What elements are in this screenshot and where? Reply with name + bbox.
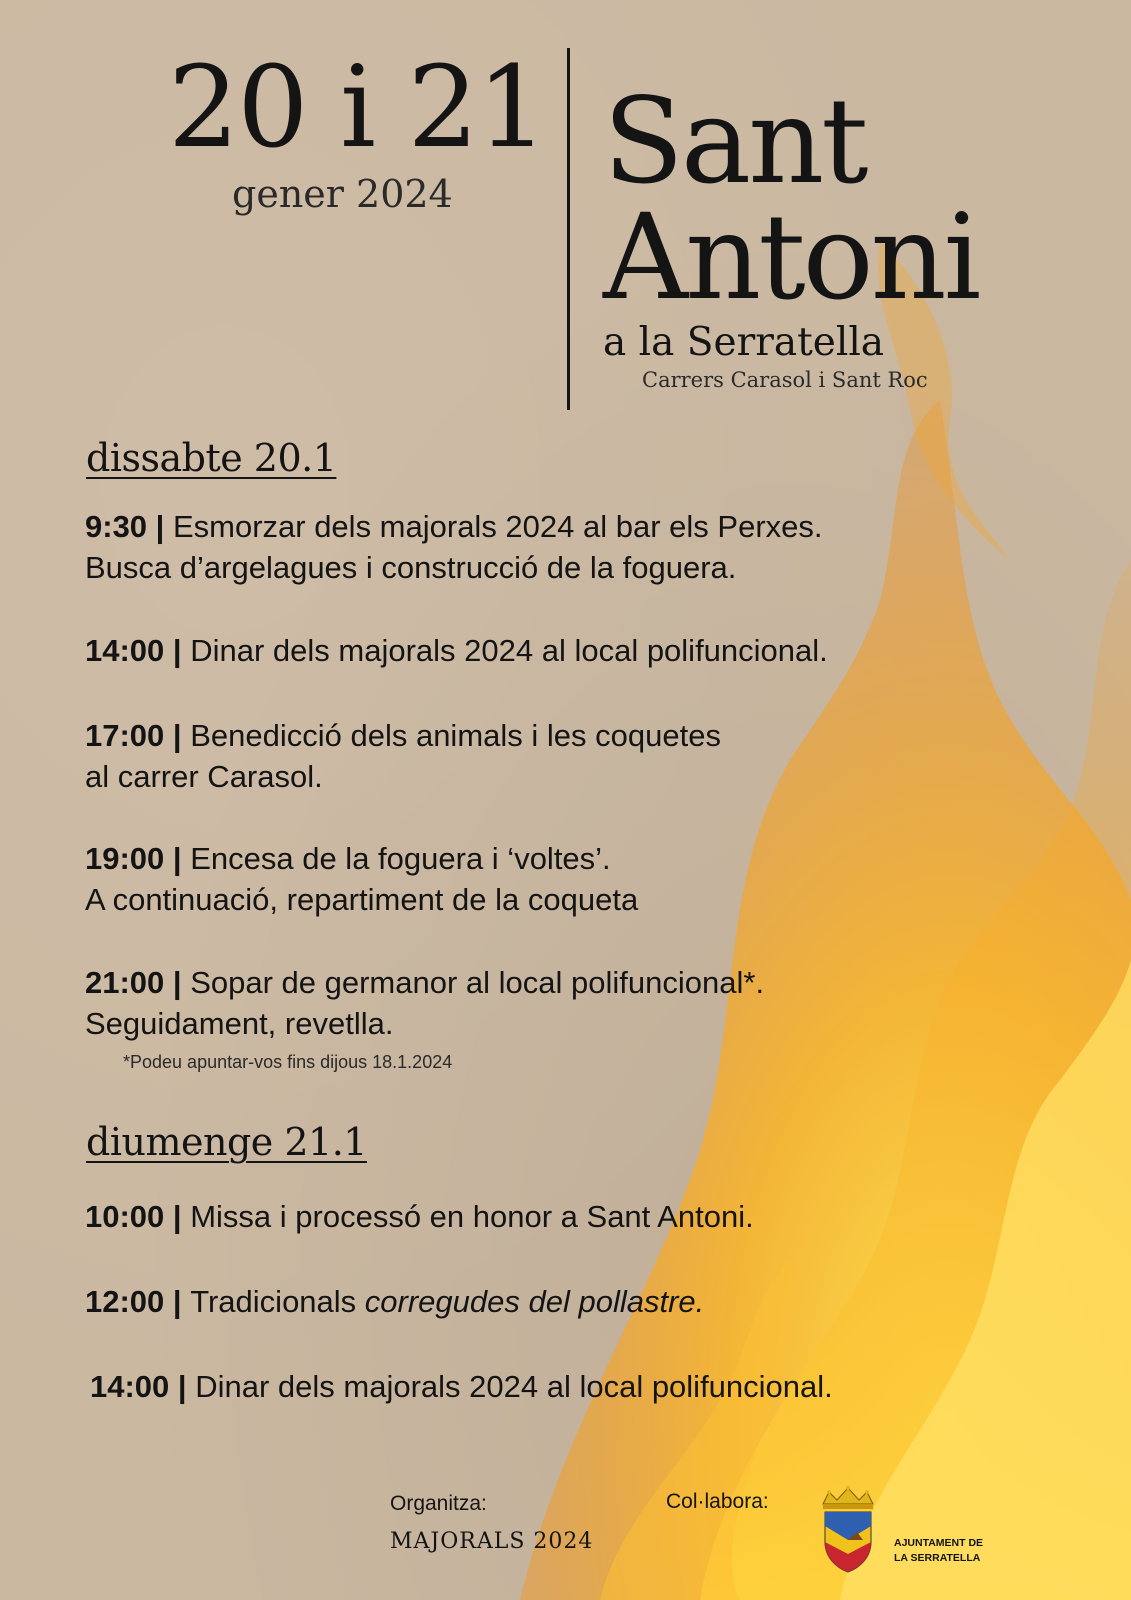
schedule-item: 10:00 | Missa i processó en honor a Sant Antoni. — [85, 1199, 754, 1234]
event-time: 14:00 — [85, 633, 165, 668]
schedule-item: 17:00 | Benedicció dels animals i les coquetes al carrer Carasol. — [85, 715, 721, 797]
organizer-label: Organitza: — [390, 1492, 487, 1515]
event-description: Missa i processó en honor a Sant Antoni. — [190, 1199, 754, 1234]
header-divider — [567, 48, 570, 410]
event-description: Dinar dels majorals 2024 al local polifuncional. — [195, 1369, 833, 1404]
schedule-item: 12:00 | Tradicionals corregudes del pollastre. — [85, 1284, 705, 1319]
event-dates: 20 i 21 — [168, 43, 547, 173]
event-description-cont: A continuació, repartiment de la coqueta — [85, 882, 639, 917]
schedule-item: 9:30 | Esmorzar dels majorals 2024 al bar els Perxes. Busca d’argelagues i construcció de la foguera. — [85, 506, 823, 588]
collaborator-label: Col·labora: — [666, 1490, 769, 1513]
day-heading-saturday: dissabte 20.1 — [86, 436, 337, 480]
organizer-name: MAJORALS 2024 — [390, 1529, 594, 1554]
event-time: 17:00 — [85, 718, 165, 753]
location-subtitle: a la Serratella — [603, 320, 885, 365]
schedule-item: 19:00 | Encesa de la foguera i ‘voltes’. A continuació, repartiment de la coqueta — [85, 838, 638, 920]
event-description: Sopar de germanor al local polifuncional*. — [190, 965, 765, 1000]
event-time: 19:00 — [85, 841, 165, 876]
event-time: 12:00 — [85, 1284, 165, 1319]
event-time: 14:00 — [90, 1369, 170, 1404]
event-description: Dinar dels majorals 2024 al local polifuncional. — [190, 633, 828, 668]
event-description: Esmorzar dels majorals 2024 al bar els Perxes. — [172, 509, 823, 544]
event-description-cont: Seguidament, revetlla. — [85, 1006, 394, 1041]
event-description-cont: Busca d’argelagues i construcció de la foguera. — [85, 550, 737, 585]
event-month-year: gener 2024 — [232, 172, 453, 216]
streets-subtitle: Carrers Carasol i Sant Roc — [642, 368, 928, 392]
schedule-item: 14:00 | Dinar dels majorals 2024 al local polifuncional. — [90, 1369, 833, 1404]
event-time: 9:30 — [85, 509, 148, 544]
event-description-cont: al carrer Carasol. — [85, 759, 323, 794]
registration-note: *Podeu apuntar-vos fins dijous 18.1.2024 — [123, 1052, 453, 1072]
event-time: 10:00 — [85, 1199, 165, 1234]
event-description: Encesa de la foguera i ‘voltes’. — [190, 841, 611, 876]
town-hall-name-line-1: AJUNTAMENT DE — [894, 1537, 984, 1549]
town-coat-of-arms-icon — [815, 1484, 881, 1574]
town-hall-name-line-2: LA SERRATELLA — [894, 1552, 981, 1564]
schedule-item: 14:00 | Dinar dels majorals 2024 al local polifuncional. — [85, 633, 828, 668]
event-time: 21:00 — [85, 965, 165, 1000]
day-heading-sunday: diumenge 21.1 — [86, 1120, 367, 1164]
title-line-1: Sant — [603, 72, 866, 210]
title-line-2: Antoni — [603, 188, 979, 326]
event-description: Tradicionals — [190, 1284, 365, 1319]
schedule-item: 21:00 | Sopar de germanor al local polifuncional*. Seguidament, revetlla. — [85, 962, 764, 1044]
event-description: Benedicció dels animals i les coquetes — [190, 718, 721, 753]
event-description-italic: corregudes del pollastre. — [364, 1284, 705, 1319]
